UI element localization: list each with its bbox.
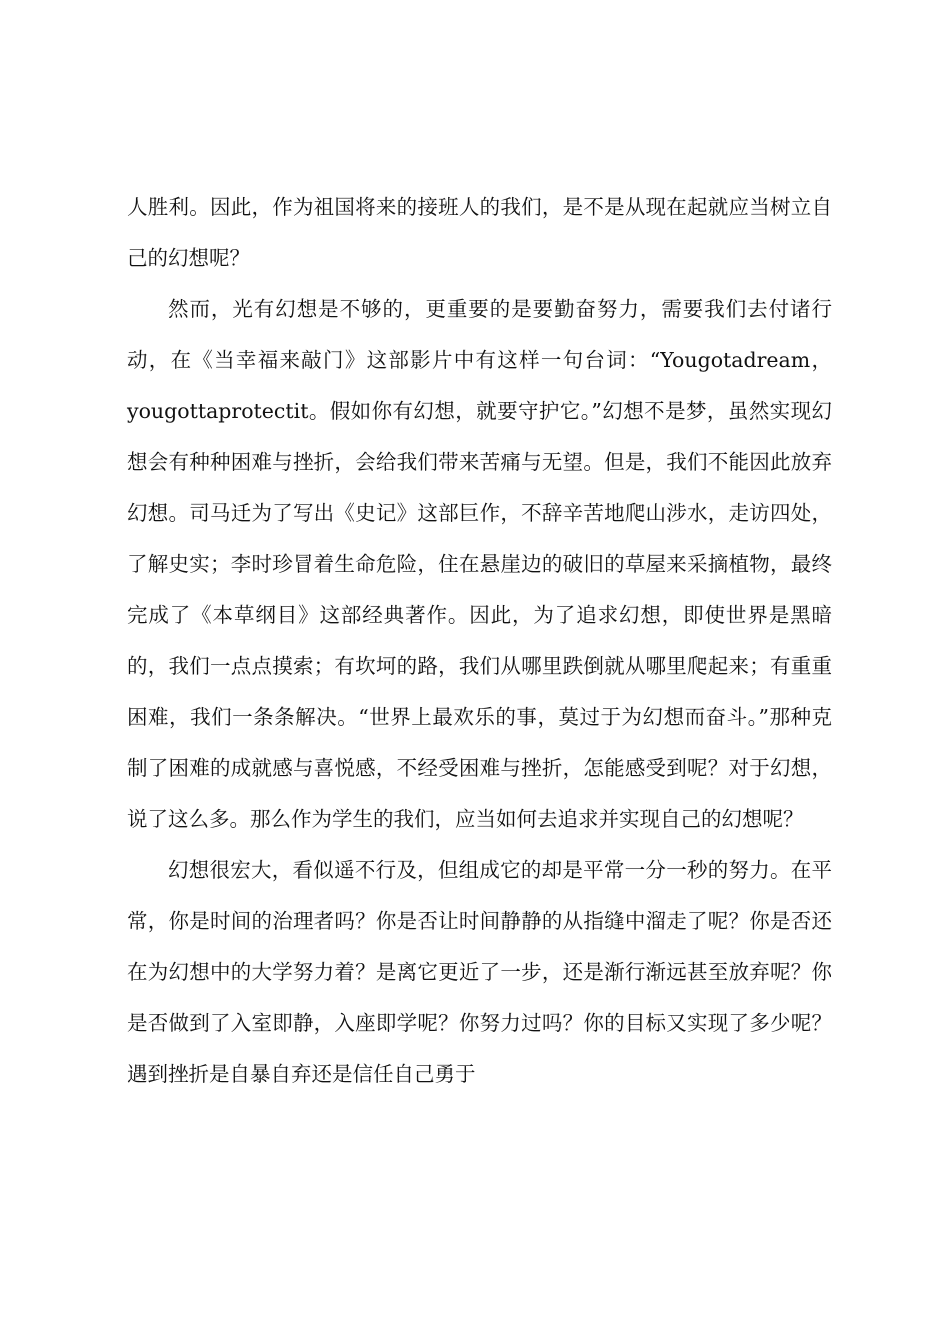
body-text <box>127 182 832 1100</box>
paragraph-2: 然而，光有幻想是不够的，更重要的是要勤奋努力，需要我们去付诸行动，在《当幸福来敲门》这部影片中有这样一句台词：“Yougotadream，yougottaprotectit。假如你有幻想，就要守护它。”幻想不是梦，虽然实现幻想会有种种困难与挫折，会给我们带来苦痛与无望。但是，我们不能因此放弃幻想。司马迁为了写出《史记》这部巨作，不辞辛苦地爬山涉水，走访四处，了解史实；李时珍冒着生命危险，住在悬崖边的破旧的草屋来采摘植物，最终完成了《本草纲目》这部经典著作。因此，为了追求幻想，即使世界是黑暗的，我们一点点摸索；有坎坷的路，我们从哪里跌倒就从哪里爬起来；有重重困难，我们一条条解决。“世界上最欢乐的事，莫过于为幻想而奋斗。”那种克制了困难的成就感与喜悦感，不经受困难与挫折，怎能感受到呢？对于幻想，说了这么多。那么作为学生的我们，应当如何去追求并实现自己的幻想呢？ <box>127 297 832 831</box>
paragraph-1: 人胜利。因此，作为祖国将来的接班人的我们，是不是从现在起就应当树立自己的幻想呢？ <box>127 195 832 270</box>
paragraph-3: 幻想很宏大，看似遥不行及，但组成它的却是平常一分一秒的努力。在平常，你是时间的治理者吗？你是否让时间静静的从指缝中溜走了呢？你是否还在为幻想中的大学努力着？是离它更近了一步，还是渐行渐远甚至放弃呢？你是否做到了入室即静，入座即学呢？你努力过吗？你的目标又实现了多少呢？遇到挫折是自暴自弃还是信任自己勇于 <box>127 858 832 1086</box>
